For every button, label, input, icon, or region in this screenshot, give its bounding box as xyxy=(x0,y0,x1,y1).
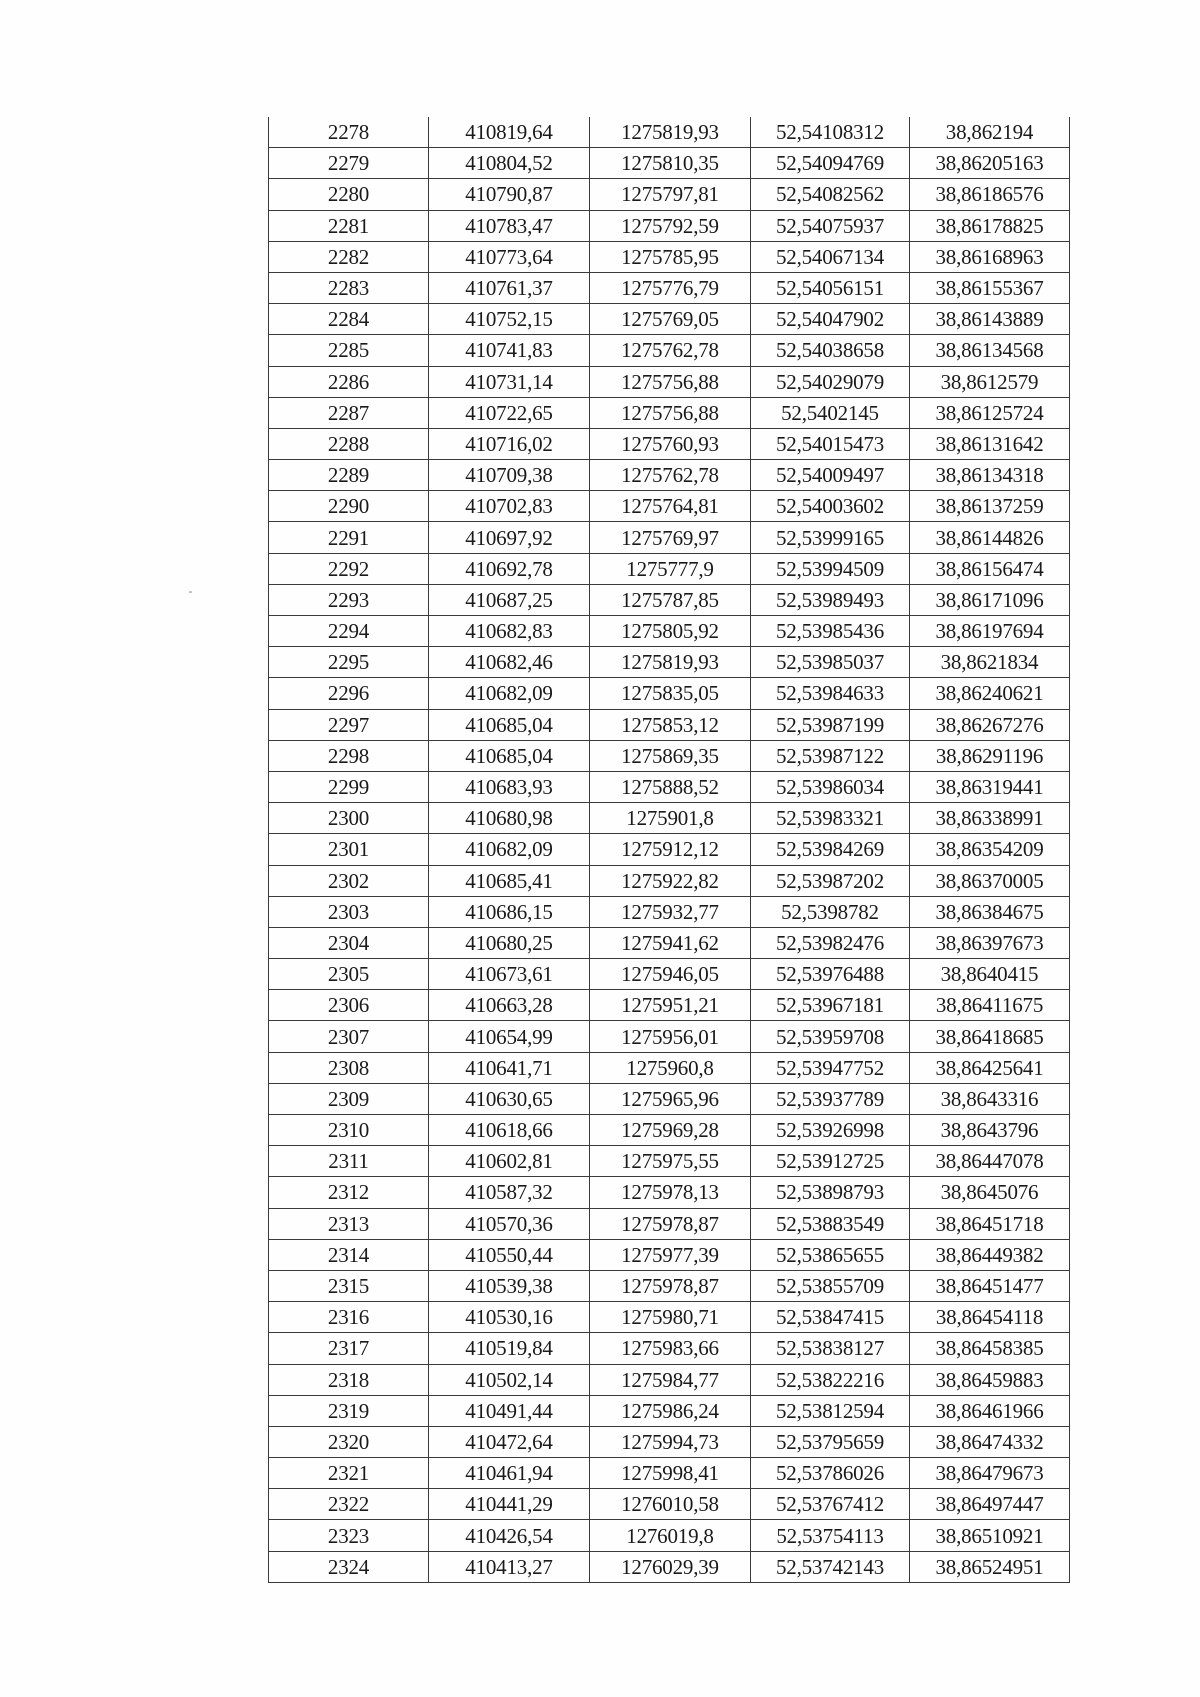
y-coordinate-cell: 1275888,52 xyxy=(590,771,751,802)
x-coordinate-cell: 410741,83 xyxy=(429,335,590,366)
point-number-cell: 2317 xyxy=(269,1333,429,1364)
latitude-cell: 52,53989493 xyxy=(751,584,910,615)
latitude-cell: 52,53999165 xyxy=(751,522,910,553)
latitude-cell: 52,54029079 xyxy=(751,366,910,397)
x-coordinate-cell: 410539,38 xyxy=(429,1270,590,1301)
latitude-cell: 52,53838127 xyxy=(751,1333,910,1364)
table-row xyxy=(269,1052,1070,1083)
table-row xyxy=(269,335,1070,366)
longitude-cell: 38,86459883 xyxy=(910,1364,1070,1395)
x-coordinate-cell: 410692,78 xyxy=(429,553,590,584)
longitude-cell: 38,862194 xyxy=(910,117,1070,148)
latitude-cell: 52,53985436 xyxy=(751,616,910,647)
point-number-cell: 2310 xyxy=(269,1115,429,1146)
longitude-cell: 38,86384675 xyxy=(910,896,1070,927)
x-coordinate-cell: 410783,47 xyxy=(429,210,590,241)
table-row xyxy=(269,1115,1070,1146)
latitude-cell: 52,53947752 xyxy=(751,1052,910,1083)
latitude-cell: 52,53985037 xyxy=(751,647,910,678)
x-coordinate-cell: 410618,66 xyxy=(429,1115,590,1146)
point-number-cell: 2295 xyxy=(269,647,429,678)
y-coordinate-cell: 1275819,93 xyxy=(590,117,751,148)
y-coordinate-cell: 1275932,77 xyxy=(590,896,751,927)
y-coordinate-cell: 1275969,28 xyxy=(590,1115,751,1146)
latitude-cell: 52,5402145 xyxy=(751,397,910,428)
latitude-cell: 52,53822216 xyxy=(751,1364,910,1395)
point-number-cell: 2302 xyxy=(269,865,429,896)
y-coordinate-cell: 1275785,95 xyxy=(590,241,751,272)
x-coordinate-cell: 410685,04 xyxy=(429,709,590,740)
y-coordinate-cell: 1275922,82 xyxy=(590,865,751,896)
latitude-cell: 52,54067134 xyxy=(751,241,910,272)
y-coordinate-cell: 1275941,62 xyxy=(590,927,751,958)
table-row xyxy=(269,647,1070,678)
y-coordinate-cell: 1275998,41 xyxy=(590,1458,751,1489)
point-number-cell: 2324 xyxy=(269,1551,429,1582)
latitude-cell: 52,53987122 xyxy=(751,740,910,771)
x-coordinate-cell: 410602,81 xyxy=(429,1146,590,1177)
table-row xyxy=(269,990,1070,1021)
latitude-cell: 52,53865655 xyxy=(751,1239,910,1270)
y-coordinate-cell: 1275756,88 xyxy=(590,366,751,397)
latitude-cell: 52,54056151 xyxy=(751,272,910,303)
longitude-cell: 38,86451718 xyxy=(910,1208,1070,1239)
x-coordinate-cell: 410654,99 xyxy=(429,1021,590,1052)
latitude-cell: 52,53982476 xyxy=(751,927,910,958)
longitude-cell: 38,86131642 xyxy=(910,428,1070,459)
y-coordinate-cell: 1275853,12 xyxy=(590,709,751,740)
longitude-cell: 38,8643796 xyxy=(910,1115,1070,1146)
longitude-cell: 38,86205163 xyxy=(910,148,1070,179)
table-row xyxy=(269,584,1070,615)
table-row xyxy=(269,366,1070,397)
table-row xyxy=(269,865,1070,896)
y-coordinate-cell: 1275980,71 xyxy=(590,1302,751,1333)
point-number-cell: 2319 xyxy=(269,1395,429,1426)
y-coordinate-cell: 1275756,88 xyxy=(590,397,751,428)
table-row xyxy=(269,1208,1070,1239)
x-coordinate-cell: 410441,29 xyxy=(429,1489,590,1520)
x-coordinate-cell: 410413,27 xyxy=(429,1551,590,1582)
point-number-cell: 2293 xyxy=(269,584,429,615)
point-number-cell: 2320 xyxy=(269,1426,429,1457)
y-coordinate-cell: 1275946,05 xyxy=(590,959,751,990)
longitude-cell: 38,86354209 xyxy=(910,834,1070,865)
x-coordinate-cell: 410641,71 xyxy=(429,1052,590,1083)
latitude-cell: 52,53994509 xyxy=(751,553,910,584)
longitude-cell: 38,86319441 xyxy=(910,771,1070,802)
longitude-cell: 38,8612579 xyxy=(910,366,1070,397)
longitude-cell: 38,86338991 xyxy=(910,803,1070,834)
table-row xyxy=(269,148,1070,179)
latitude-cell: 52,53937789 xyxy=(751,1083,910,1114)
latitude-cell: 52,53786026 xyxy=(751,1458,910,1489)
longitude-cell: 38,86144826 xyxy=(910,522,1070,553)
y-coordinate-cell: 1275805,92 xyxy=(590,616,751,647)
table-row xyxy=(269,709,1070,740)
table-row xyxy=(269,460,1070,491)
x-coordinate-cell: 410680,25 xyxy=(429,927,590,958)
x-coordinate-cell: 410530,16 xyxy=(429,1302,590,1333)
point-number-cell: 2307 xyxy=(269,1021,429,1052)
latitude-cell: 52,53984633 xyxy=(751,678,910,709)
latitude-cell: 52,54075937 xyxy=(751,210,910,241)
point-number-cell: 2298 xyxy=(269,740,429,771)
scan-speck xyxy=(189,591,192,593)
y-coordinate-cell: 1275777,9 xyxy=(590,553,751,584)
latitude-cell: 52,53967181 xyxy=(751,990,910,1021)
point-number-cell: 2281 xyxy=(269,210,429,241)
x-coordinate-cell: 410680,98 xyxy=(429,803,590,834)
table-row xyxy=(269,803,1070,834)
latitude-cell: 52,53976488 xyxy=(751,959,910,990)
y-coordinate-cell: 1275760,93 xyxy=(590,428,751,459)
longitude-cell: 38,8643316 xyxy=(910,1083,1070,1114)
x-coordinate-cell: 410685,04 xyxy=(429,740,590,771)
longitude-cell: 38,86454118 xyxy=(910,1302,1070,1333)
point-number-cell: 2280 xyxy=(269,179,429,210)
table-row xyxy=(269,553,1070,584)
longitude-cell: 38,86267276 xyxy=(910,709,1070,740)
longitude-cell: 38,8640415 xyxy=(910,959,1070,990)
y-coordinate-cell: 1275951,21 xyxy=(590,990,751,1021)
y-coordinate-cell: 1275764,81 xyxy=(590,491,751,522)
x-coordinate-cell: 410472,64 xyxy=(429,1426,590,1457)
y-coordinate-cell: 1275762,78 xyxy=(590,335,751,366)
point-number-cell: 2312 xyxy=(269,1177,429,1208)
y-coordinate-cell: 1275956,01 xyxy=(590,1021,751,1052)
y-coordinate-cell: 1275965,96 xyxy=(590,1083,751,1114)
x-coordinate-cell: 410697,92 xyxy=(429,522,590,553)
longitude-cell: 38,86474332 xyxy=(910,1426,1070,1457)
point-number-cell: 2288 xyxy=(269,428,429,459)
x-coordinate-cell: 410761,37 xyxy=(429,272,590,303)
x-coordinate-cell: 410685,41 xyxy=(429,865,590,896)
table-row xyxy=(269,491,1070,522)
point-number-cell: 2282 xyxy=(269,241,429,272)
table-row xyxy=(269,1426,1070,1457)
longitude-cell: 38,8645076 xyxy=(910,1177,1070,1208)
longitude-cell: 38,86171096 xyxy=(910,584,1070,615)
point-number-cell: 2303 xyxy=(269,896,429,927)
table-row xyxy=(269,272,1070,303)
x-coordinate-cell: 410491,44 xyxy=(429,1395,590,1426)
x-coordinate-cell: 410550,44 xyxy=(429,1239,590,1270)
latitude-cell: 52,54094769 xyxy=(751,148,910,179)
longitude-cell: 38,86461966 xyxy=(910,1395,1070,1426)
point-number-cell: 2294 xyxy=(269,616,429,647)
point-number-cell: 2286 xyxy=(269,366,429,397)
latitude-cell: 52,5398782 xyxy=(751,896,910,927)
longitude-cell: 38,86143889 xyxy=(910,304,1070,335)
longitude-cell: 38,86370005 xyxy=(910,865,1070,896)
latitude-cell: 52,53926998 xyxy=(751,1115,910,1146)
table-row xyxy=(269,522,1070,553)
point-number-cell: 2304 xyxy=(269,927,429,958)
point-number-cell: 2321 xyxy=(269,1458,429,1489)
x-coordinate-cell: 410502,14 xyxy=(429,1364,590,1395)
point-number-cell: 2292 xyxy=(269,553,429,584)
table-row xyxy=(269,1083,1070,1114)
x-coordinate-cell: 410663,28 xyxy=(429,990,590,1021)
x-coordinate-cell: 410630,65 xyxy=(429,1083,590,1114)
latitude-cell: 52,54108312 xyxy=(751,117,910,148)
point-number-cell: 2285 xyxy=(269,335,429,366)
longitude-cell: 38,86197694 xyxy=(910,616,1070,647)
y-coordinate-cell: 1275787,85 xyxy=(590,584,751,615)
latitude-cell: 52,53795659 xyxy=(751,1426,910,1457)
point-number-cell: 2318 xyxy=(269,1364,429,1395)
longitude-cell: 38,8621834 xyxy=(910,647,1070,678)
latitude-cell: 52,53883549 xyxy=(751,1208,910,1239)
table-row xyxy=(269,1177,1070,1208)
table-row xyxy=(269,1333,1070,1364)
longitude-cell: 38,86510921 xyxy=(910,1520,1070,1551)
longitude-cell: 38,86479673 xyxy=(910,1458,1070,1489)
longitude-cell: 38,86451477 xyxy=(910,1270,1070,1301)
latitude-cell: 52,54015473 xyxy=(751,428,910,459)
table-row xyxy=(269,304,1070,335)
x-coordinate-cell: 410519,84 xyxy=(429,1333,590,1364)
point-number-cell: 2291 xyxy=(269,522,429,553)
latitude-cell: 52,54082562 xyxy=(751,179,910,210)
x-coordinate-cell: 410702,83 xyxy=(429,491,590,522)
y-coordinate-cell: 1275792,59 xyxy=(590,210,751,241)
y-coordinate-cell: 1275983,66 xyxy=(590,1333,751,1364)
y-coordinate-cell: 1275912,12 xyxy=(590,834,751,865)
y-coordinate-cell: 1275901,8 xyxy=(590,803,751,834)
y-coordinate-cell: 1275978,87 xyxy=(590,1270,751,1301)
longitude-cell: 38,86240621 xyxy=(910,678,1070,709)
longitude-cell: 38,86449382 xyxy=(910,1239,1070,1270)
x-coordinate-cell: 410804,52 xyxy=(429,148,590,179)
longitude-cell: 38,86178825 xyxy=(910,210,1070,241)
x-coordinate-cell: 410682,83 xyxy=(429,616,590,647)
x-coordinate-cell: 410687,25 xyxy=(429,584,590,615)
x-coordinate-cell: 410722,65 xyxy=(429,397,590,428)
x-coordinate-cell: 410686,15 xyxy=(429,896,590,927)
table-row xyxy=(269,1146,1070,1177)
coordinates-table xyxy=(268,117,1070,1583)
point-number-cell: 2305 xyxy=(269,959,429,990)
y-coordinate-cell: 1275762,78 xyxy=(590,460,751,491)
table-row xyxy=(269,959,1070,990)
point-number-cell: 2296 xyxy=(269,678,429,709)
latitude-cell: 52,54038658 xyxy=(751,335,910,366)
latitude-cell: 52,53812594 xyxy=(751,1395,910,1426)
point-number-cell: 2290 xyxy=(269,491,429,522)
point-number-cell: 2313 xyxy=(269,1208,429,1239)
y-coordinate-cell: 1275978,87 xyxy=(590,1208,751,1239)
table-row xyxy=(269,834,1070,865)
y-coordinate-cell: 1275994,73 xyxy=(590,1426,751,1457)
table-row xyxy=(269,740,1070,771)
y-coordinate-cell: 1275819,93 xyxy=(590,647,751,678)
longitude-cell: 38,86418685 xyxy=(910,1021,1070,1052)
point-number-cell: 2316 xyxy=(269,1302,429,1333)
x-coordinate-cell: 410461,94 xyxy=(429,1458,590,1489)
point-number-cell: 2315 xyxy=(269,1270,429,1301)
latitude-cell: 52,53959708 xyxy=(751,1021,910,1052)
y-coordinate-cell: 1276019,8 xyxy=(590,1520,751,1551)
x-coordinate-cell: 410731,14 xyxy=(429,366,590,397)
table-row xyxy=(269,241,1070,272)
point-number-cell: 2308 xyxy=(269,1052,429,1083)
y-coordinate-cell: 1275769,05 xyxy=(590,304,751,335)
latitude-cell: 52,54003602 xyxy=(751,491,910,522)
point-number-cell: 2283 xyxy=(269,272,429,303)
x-coordinate-cell: 410682,09 xyxy=(429,834,590,865)
point-number-cell: 2311 xyxy=(269,1146,429,1177)
y-coordinate-cell: 1275978,13 xyxy=(590,1177,751,1208)
longitude-cell: 38,86425641 xyxy=(910,1052,1070,1083)
latitude-cell: 52,53984269 xyxy=(751,834,910,865)
point-number-cell: 2314 xyxy=(269,1239,429,1270)
x-coordinate-cell: 410587,32 xyxy=(429,1177,590,1208)
longitude-cell: 38,86447078 xyxy=(910,1146,1070,1177)
latitude-cell: 52,53754113 xyxy=(751,1520,910,1551)
y-coordinate-cell: 1275769,97 xyxy=(590,522,751,553)
x-coordinate-cell: 410683,93 xyxy=(429,771,590,802)
y-coordinate-cell: 1275960,8 xyxy=(590,1052,751,1083)
y-coordinate-cell: 1275975,55 xyxy=(590,1146,751,1177)
latitude-cell: 52,53987199 xyxy=(751,709,910,740)
longitude-cell: 38,86524951 xyxy=(910,1551,1070,1582)
longitude-cell: 38,86291196 xyxy=(910,740,1070,771)
x-coordinate-cell: 410773,64 xyxy=(429,241,590,272)
longitude-cell: 38,86168963 xyxy=(910,241,1070,272)
latitude-cell: 52,53983321 xyxy=(751,803,910,834)
point-number-cell: 2287 xyxy=(269,397,429,428)
latitude-cell: 52,53912725 xyxy=(751,1146,910,1177)
y-coordinate-cell: 1276029,39 xyxy=(590,1551,751,1582)
table-row xyxy=(269,210,1070,241)
longitude-cell: 38,86497447 xyxy=(910,1489,1070,1520)
table-row xyxy=(269,179,1070,210)
point-number-cell: 2297 xyxy=(269,709,429,740)
point-number-cell: 2289 xyxy=(269,460,429,491)
x-coordinate-cell: 410790,87 xyxy=(429,179,590,210)
longitude-cell: 38,86134318 xyxy=(910,460,1070,491)
x-coordinate-cell: 410682,46 xyxy=(429,647,590,678)
table-row xyxy=(269,397,1070,428)
x-coordinate-cell: 410673,61 xyxy=(429,959,590,990)
table-row xyxy=(269,771,1070,802)
x-coordinate-cell: 410819,64 xyxy=(429,117,590,148)
point-number-cell: 2279 xyxy=(269,148,429,179)
y-coordinate-cell: 1275986,24 xyxy=(590,1395,751,1426)
longitude-cell: 38,86125724 xyxy=(910,397,1070,428)
table-row xyxy=(269,1395,1070,1426)
latitude-cell: 52,53855709 xyxy=(751,1270,910,1301)
point-number-cell: 2309 xyxy=(269,1083,429,1114)
longitude-cell: 38,86186576 xyxy=(910,179,1070,210)
point-number-cell: 2278 xyxy=(269,117,429,148)
latitude-cell: 52,53767412 xyxy=(751,1489,910,1520)
latitude-cell: 52,54009497 xyxy=(751,460,910,491)
latitude-cell: 52,53986034 xyxy=(751,771,910,802)
x-coordinate-cell: 410426,54 xyxy=(429,1520,590,1551)
point-number-cell: 2322 xyxy=(269,1489,429,1520)
longitude-cell: 38,86137259 xyxy=(910,491,1070,522)
y-coordinate-cell: 1275869,35 xyxy=(590,740,751,771)
table-row xyxy=(269,1489,1070,1520)
y-coordinate-cell: 1275810,35 xyxy=(590,148,751,179)
table-row xyxy=(269,428,1070,459)
table-row xyxy=(269,927,1070,958)
y-coordinate-cell: 1275797,81 xyxy=(590,179,751,210)
point-number-cell: 2300 xyxy=(269,803,429,834)
y-coordinate-cell: 1275984,77 xyxy=(590,1364,751,1395)
table-row xyxy=(269,896,1070,927)
table-row xyxy=(269,1458,1070,1489)
longitude-cell: 38,86134568 xyxy=(910,335,1070,366)
table-row xyxy=(269,117,1070,148)
latitude-cell: 52,53987202 xyxy=(751,865,910,896)
table-row xyxy=(269,1270,1070,1301)
longitude-cell: 38,86155367 xyxy=(910,272,1070,303)
point-number-cell: 2301 xyxy=(269,834,429,865)
table-row xyxy=(269,1021,1070,1052)
table-row xyxy=(269,1551,1070,1582)
latitude-cell: 52,53898793 xyxy=(751,1177,910,1208)
longitude-cell: 38,86156474 xyxy=(910,553,1070,584)
point-number-cell: 2306 xyxy=(269,990,429,1021)
table-row xyxy=(269,1239,1070,1270)
longitude-cell: 38,86397673 xyxy=(910,927,1070,958)
y-coordinate-cell: 1275977,39 xyxy=(590,1239,751,1270)
point-number-cell: 2323 xyxy=(269,1520,429,1551)
x-coordinate-cell: 410716,02 xyxy=(429,428,590,459)
y-coordinate-cell: 1275776,79 xyxy=(590,272,751,303)
point-number-cell: 2284 xyxy=(269,304,429,335)
table-row xyxy=(269,678,1070,709)
longitude-cell: 38,86458385 xyxy=(910,1333,1070,1364)
latitude-cell: 52,53742143 xyxy=(751,1551,910,1582)
table-row xyxy=(269,1520,1070,1551)
x-coordinate-cell: 410752,15 xyxy=(429,304,590,335)
y-coordinate-cell: 1275835,05 xyxy=(590,678,751,709)
table-row xyxy=(269,1364,1070,1395)
x-coordinate-cell: 410570,36 xyxy=(429,1208,590,1239)
latitude-cell: 52,53847415 xyxy=(751,1302,910,1333)
y-coordinate-cell: 1276010,58 xyxy=(590,1489,751,1520)
longitude-cell: 38,86411675 xyxy=(910,990,1070,1021)
table-row xyxy=(269,1302,1070,1333)
latitude-cell: 52,54047902 xyxy=(751,304,910,335)
coordinates-table-body xyxy=(269,117,1070,1582)
table-row xyxy=(269,616,1070,647)
point-number-cell: 2299 xyxy=(269,771,429,802)
x-coordinate-cell: 410682,09 xyxy=(429,678,590,709)
x-coordinate-cell: 410709,38 xyxy=(429,460,590,491)
